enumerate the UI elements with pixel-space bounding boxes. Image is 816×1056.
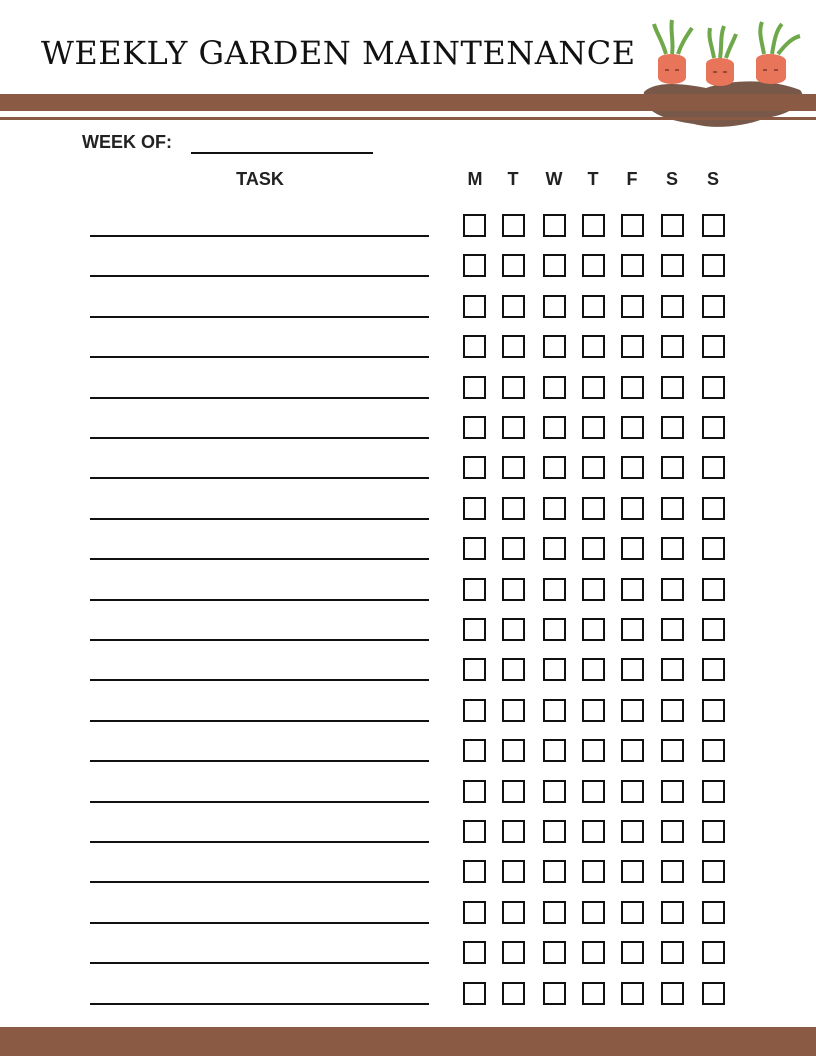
day-checkbox-0[interactable] — [463, 739, 486, 762]
day-checkbox-5[interactable] — [661, 295, 684, 318]
day-checkbox-6[interactable] — [702, 860, 725, 883]
day-checkbox-1[interactable] — [502, 497, 525, 520]
day-checkbox-6[interactable] — [702, 739, 725, 762]
day-checkbox-1[interactable] — [502, 780, 525, 803]
task-entry-line[interactable] — [90, 760, 429, 762]
day-checkbox-6[interactable] — [702, 941, 725, 964]
day-checkbox-3[interactable] — [582, 820, 605, 843]
day-checkbox-5[interactable] — [661, 376, 684, 399]
day-checkbox-0[interactable] — [463, 578, 486, 601]
day-checkbox-2[interactable] — [543, 901, 566, 924]
day-checkbox-2[interactable] — [543, 860, 566, 883]
day-checkbox-1[interactable] — [502, 860, 525, 883]
day-checkbox-4[interactable] — [621, 376, 644, 399]
day-checkbox-0[interactable] — [463, 335, 486, 358]
day-checkbox-0[interactable] — [463, 497, 486, 520]
day-checkbox-3[interactable] — [582, 578, 605, 601]
day-checkbox-5[interactable] — [661, 941, 684, 964]
day-checkbox-3[interactable] — [582, 901, 605, 924]
day-checkbox-1[interactable] — [502, 982, 525, 1005]
task-row — [0, 981, 816, 1011]
day-checkbox-2[interactable] — [543, 214, 566, 237]
day-checkbox-1[interactable] — [502, 739, 525, 762]
task-row — [0, 375, 816, 405]
task-row — [0, 334, 816, 364]
task-entry-line[interactable] — [90, 477, 429, 479]
task-column-header: TASK — [236, 169, 284, 189]
task-entry-line[interactable] — [90, 235, 429, 237]
task-row — [0, 859, 816, 889]
day-checkbox-2[interactable] — [543, 335, 566, 358]
day-checkbox-1[interactable] — [502, 578, 525, 601]
task-row — [0, 415, 816, 445]
day-checkbox-6[interactable] — [702, 658, 725, 681]
day-checkbox-2[interactable] — [543, 780, 566, 803]
day-checkbox-2[interactable] — [543, 982, 566, 1005]
task-row — [0, 577, 816, 607]
week-of-label: WEEK OF: — [82, 132, 172, 152]
day-checkbox-0[interactable] — [463, 214, 486, 237]
task-row — [0, 779, 816, 809]
task-row — [0, 617, 816, 647]
day-checkbox-6[interactable] — [702, 416, 725, 439]
day-checkbox-0[interactable] — [463, 780, 486, 803]
day-checkbox-4[interactable] — [621, 214, 644, 237]
day-checkbox-5[interactable] — [661, 658, 684, 681]
day-checkbox-2[interactable] — [543, 295, 566, 318]
day-checkbox-1[interactable] — [502, 699, 525, 722]
day-checkbox-2[interactable] — [543, 578, 566, 601]
task-row — [0, 294, 816, 324]
day-checkbox-4[interactable] — [621, 820, 644, 843]
day-checkbox-2[interactable] — [543, 254, 566, 277]
day-checkbox-3[interactable] — [582, 618, 605, 641]
day-header-thursday: T — [587, 169, 599, 189]
day-checkbox-0[interactable] — [463, 901, 486, 924]
day-checkbox-3[interactable] — [582, 497, 605, 520]
day-checkbox-5[interactable] — [661, 578, 684, 601]
day-header-saturday: S — [665, 169, 678, 189]
day-checkbox-1[interactable] — [502, 214, 525, 237]
day-checkbox-3[interactable] — [582, 335, 605, 358]
day-checkbox-3[interactable] — [582, 780, 605, 803]
day-checkbox-6[interactable] — [702, 578, 725, 601]
task-row — [0, 940, 816, 970]
day-checkbox-4[interactable] — [621, 780, 644, 803]
task-row — [0, 536, 816, 566]
day-checkbox-0[interactable] — [463, 376, 486, 399]
task-entry-line[interactable] — [90, 275, 429, 277]
task-entry-line[interactable] — [90, 397, 429, 399]
day-checkbox-3[interactable] — [582, 658, 605, 681]
bottom-border-band — [0, 1027, 816, 1056]
day-checkbox-3[interactable] — [582, 941, 605, 964]
day-checkbox-4[interactable] — [621, 860, 644, 883]
task-entry-line[interactable] — [90, 437, 429, 439]
day-checkbox-6[interactable] — [702, 497, 725, 520]
day-checkbox-4[interactable] — [621, 982, 644, 1005]
day-checkbox-0[interactable] — [463, 860, 486, 883]
day-checkbox-4[interactable] — [621, 254, 644, 277]
day-checkbox-5[interactable] — [661, 254, 684, 277]
day-checkbox-2[interactable] — [543, 497, 566, 520]
day-checkbox-4[interactable] — [621, 295, 644, 318]
day-checkbox-5[interactable] — [661, 537, 684, 560]
day-checkbox-6[interactable] — [702, 295, 725, 318]
day-checkbox-1[interactable] — [502, 537, 525, 560]
task-row — [0, 819, 816, 849]
day-checkbox-0[interactable] — [463, 618, 486, 641]
task-entry-line[interactable] — [90, 679, 429, 681]
day-checkbox-0[interactable] — [463, 658, 486, 681]
day-checkbox-2[interactable] — [543, 699, 566, 722]
day-checkbox-4[interactable] — [621, 699, 644, 722]
day-checkbox-1[interactable] — [502, 901, 525, 924]
task-entry-line[interactable] — [90, 639, 429, 641]
day-checkbox-5[interactable] — [661, 214, 684, 237]
day-checkbox-6[interactable] — [702, 335, 725, 358]
task-entry-line[interactable] — [90, 1003, 429, 1005]
day-checkbox-1[interactable] — [502, 941, 525, 964]
task-entry-line[interactable] — [90, 841, 429, 843]
day-checkbox-1[interactable] — [502, 820, 525, 843]
day-checkbox-6[interactable] — [702, 214, 725, 237]
task-row — [0, 738, 816, 768]
task-entry-line[interactable] — [90, 720, 429, 722]
day-checkbox-6[interactable] — [702, 982, 725, 1005]
day-checkbox-1[interactable] — [502, 658, 525, 681]
day-checkbox-3[interactable] — [582, 295, 605, 318]
day-checkbox-2[interactable] — [543, 456, 566, 479]
day-checkbox-2[interactable] — [543, 618, 566, 641]
task-entry-line[interactable] — [90, 962, 429, 964]
day-checkbox-3[interactable] — [582, 254, 605, 277]
task-entry-line[interactable] — [90, 316, 429, 318]
day-checkbox-3[interactable] — [582, 376, 605, 399]
day-checkbox-2[interactable] — [543, 739, 566, 762]
day-checkbox-3[interactable] — [582, 739, 605, 762]
day-checkbox-6[interactable] — [702, 618, 725, 641]
day-header-wednesday: W — [545, 169, 563, 189]
day-checkbox-1[interactable] — [502, 335, 525, 358]
day-checkbox-2[interactable] — [543, 416, 566, 439]
task-row — [0, 253, 816, 283]
page-title: WEEKLY GARDEN MAINTENANCE — [41, 34, 636, 72]
task-entry-line[interactable] — [90, 801, 429, 803]
task-row — [0, 900, 816, 930]
day-checkbox-5[interactable] — [661, 618, 684, 641]
day-checkbox-6[interactable] — [702, 901, 725, 924]
day-header-monday: M — [467, 169, 483, 189]
day-checkbox-4[interactable] — [621, 618, 644, 641]
day-checkbox-2[interactable] — [543, 537, 566, 560]
task-row — [0, 698, 816, 728]
day-checkbox-1[interactable] — [502, 376, 525, 399]
day-header-tuesday: T — [507, 169, 519, 189]
day-checkbox-3[interactable] — [582, 699, 605, 722]
day-checkbox-4[interactable] — [621, 739, 644, 762]
day-checkbox-0[interactable] — [463, 820, 486, 843]
day-checkbox-3[interactable] — [582, 456, 605, 479]
day-checkbox-5[interactable] — [661, 982, 684, 1005]
day-checkbox-0[interactable] — [463, 941, 486, 964]
day-checkbox-5[interactable] — [661, 860, 684, 883]
task-entry-line[interactable] — [90, 518, 429, 520]
day-checkbox-4[interactable] — [621, 335, 644, 358]
day-checkbox-6[interactable] — [702, 376, 725, 399]
day-checkbox-1[interactable] — [502, 618, 525, 641]
day-checkbox-0[interactable] — [463, 416, 486, 439]
task-row — [0, 455, 816, 485]
day-checkbox-1[interactable] — [502, 416, 525, 439]
day-checkbox-4[interactable] — [621, 941, 644, 964]
day-checkbox-3[interactable] — [582, 416, 605, 439]
day-checkbox-6[interactable] — [702, 820, 725, 843]
day-checkbox-6[interactable] — [702, 699, 725, 722]
day-checkbox-1[interactable] — [502, 456, 525, 479]
day-checkbox-0[interactable] — [463, 982, 486, 1005]
day-checkbox-3[interactable] — [582, 860, 605, 883]
day-checkbox-1[interactable] — [502, 295, 525, 318]
day-checkbox-1[interactable] — [502, 254, 525, 277]
day-checkbox-4[interactable] — [621, 537, 644, 560]
day-checkbox-5[interactable] — [661, 335, 684, 358]
task-row — [0, 496, 816, 526]
day-checkbox-3[interactable] — [582, 214, 605, 237]
task-row — [0, 657, 816, 687]
day-checkbox-4[interactable] — [621, 578, 644, 601]
day-checkbox-5[interactable] — [661, 497, 684, 520]
task-entry-line[interactable] — [90, 356, 429, 358]
task-entry-line[interactable] — [90, 558, 429, 560]
day-checkbox-6[interactable] — [702, 456, 725, 479]
day-checkbox-4[interactable] — [621, 901, 644, 924]
day-header-friday: F — [626, 169, 638, 189]
day-checkbox-4[interactable] — [621, 456, 644, 479]
day-checkbox-5[interactable] — [661, 901, 684, 924]
day-checkbox-4[interactable] — [621, 658, 644, 681]
day-header-sunday: S — [706, 169, 719, 189]
day-checkbox-2[interactable] — [543, 820, 566, 843]
task-entry-line[interactable] — [90, 599, 429, 601]
day-checkbox-0[interactable] — [463, 699, 486, 722]
day-checkbox-4[interactable] — [621, 416, 644, 439]
day-checkbox-5[interactable] — [661, 780, 684, 803]
day-checkbox-6[interactable] — [702, 780, 725, 803]
day-checkbox-6[interactable] — [702, 537, 725, 560]
day-checkbox-5[interactable] — [661, 416, 684, 439]
day-checkbox-5[interactable] — [661, 699, 684, 722]
day-checkbox-0[interactable] — [463, 456, 486, 479]
day-checkbox-6[interactable] — [702, 254, 725, 277]
day-checkbox-0[interactable] — [463, 254, 486, 277]
day-checkbox-2[interactable] — [543, 941, 566, 964]
day-checkbox-0[interactable] — [463, 537, 486, 560]
day-checkbox-5[interactable] — [661, 456, 684, 479]
task-entry-line[interactable] — [90, 922, 429, 924]
day-checkbox-3[interactable] — [582, 982, 605, 1005]
day-checkbox-5[interactable] — [661, 820, 684, 843]
day-checkbox-2[interactable] — [543, 376, 566, 399]
task-row — [0, 213, 816, 243]
task-entry-line[interactable] — [90, 881, 429, 883]
day-checkbox-0[interactable] — [463, 295, 486, 318]
day-checkbox-5[interactable] — [661, 739, 684, 762]
day-checkbox-2[interactable] — [543, 658, 566, 681]
day-checkbox-3[interactable] — [582, 537, 605, 560]
day-checkbox-4[interactable] — [621, 497, 644, 520]
